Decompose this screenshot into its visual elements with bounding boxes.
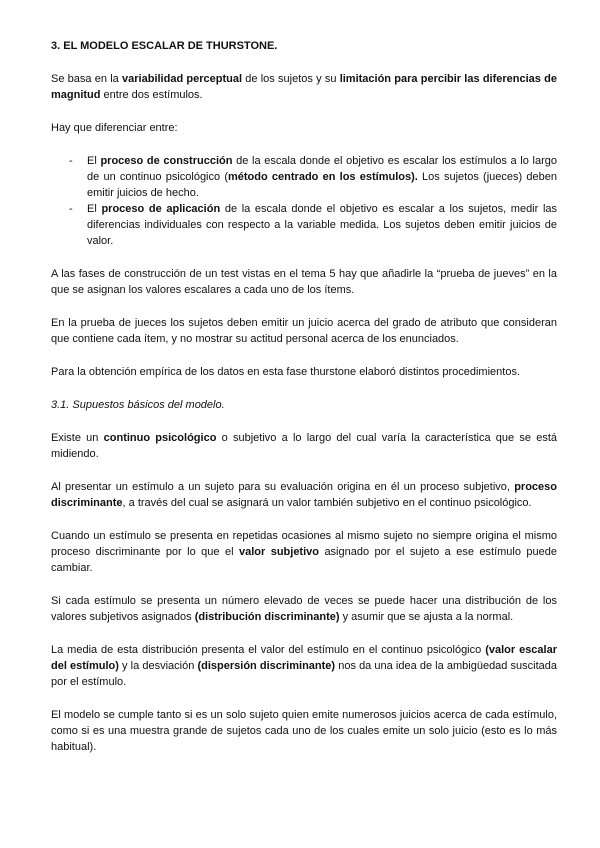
list-item: - El proceso de aplicación de la escala donde el objetivo es escalar a los sujetos, medir las diferencias individuales con respecto a la variable medida. Los sujetos deben emitir juicios de valor. bbox=[69, 203, 557, 247]
presentar-paragraph: Al presentar un estímulo a un sujeto para su evaluación origina en él un proceso subjetivo, proceso discriminante, a través del cual se asignará un valor también subjetivo en el continuo psicológico. bbox=[51, 481, 557, 509]
prueba-jueces-paragraph: En la prueba de jueces los sujetos deben emitir un juicio acerca del grado de atributo que consideran que contiene cada ítem, y no mostrar su actitud personal acerca de los enunciados. bbox=[51, 317, 557, 345]
subsection-title: 3.1. Supuestos básicos del modelo. bbox=[51, 399, 225, 411]
repetidas-paragraph: Cuando un estímulo se presenta en repetidas ocasiones al mismo sujeto no siempre origina el mismo proceso discriminante por lo que el valor subjetivo asignado por el sujeto a ese estímulo puede cambiar. bbox=[51, 530, 558, 574]
media-paragraph: La media de esta distribución presenta el valor del estímulo en el continuo psicológico (valor escalar del estímulo) y la desviación (dispersión discriminante) nos da una idea de la ambigüedad suscitada por el estímulo. bbox=[51, 644, 558, 688]
continuo-paragraph: Existe un continuo psicológico o subjetivo a lo largo del cual varía la característica que se está midiendo. bbox=[51, 432, 558, 460]
fases-paragraph: A las fases de construcción de un test vistas en el tema 5 hay que añadirle la “prueba de jueves” en la que se asignan los valores escalares a cada uno de los ítems. bbox=[51, 268, 557, 296]
obtencion-paragraph: Para la obtención empírica de los datos en esta fase thurstone elaboró distintos procedimientos. bbox=[51, 366, 520, 378]
intro-paragraph: Se basa en la variabilidad perceptual de los sujetos y su limitación para percibir las diferencias de magnitud entre dos estímulos. bbox=[51, 73, 557, 101]
process-list bbox=[51, 153, 557, 249]
diferenciar-paragraph: Hay que diferenciar entre: bbox=[51, 122, 178, 134]
section-title: 3. EL MODELO ESCALAR DE THURSTONE. bbox=[51, 40, 278, 52]
modelo-paragraph: El modelo se cumple tanto si es un solo sujeto quien emite numerosos juicios acerca de cada estímulo, como si es una muestra grande de sujetos cada uno de los cuales emite un solo juicio (esto es lo más habitual). bbox=[51, 709, 557, 753]
distribucion-paragraph: Si cada estímulo se presenta un número elevado de veces se puede hacer una distribución de los valores subjetivos asignados (distribución discriminante) y asumir que se ajusta a la normal. bbox=[51, 595, 557, 623]
list-item: - El proceso de construcción de la escala donde el objetivo es escalar los estímulos a lo largo de un continuo psicológico (método centrado en los estímulos). Los sujetos (jueces) deben emitir juicios de hecho. bbox=[69, 155, 557, 199]
document-page bbox=[51, 38, 557, 772]
